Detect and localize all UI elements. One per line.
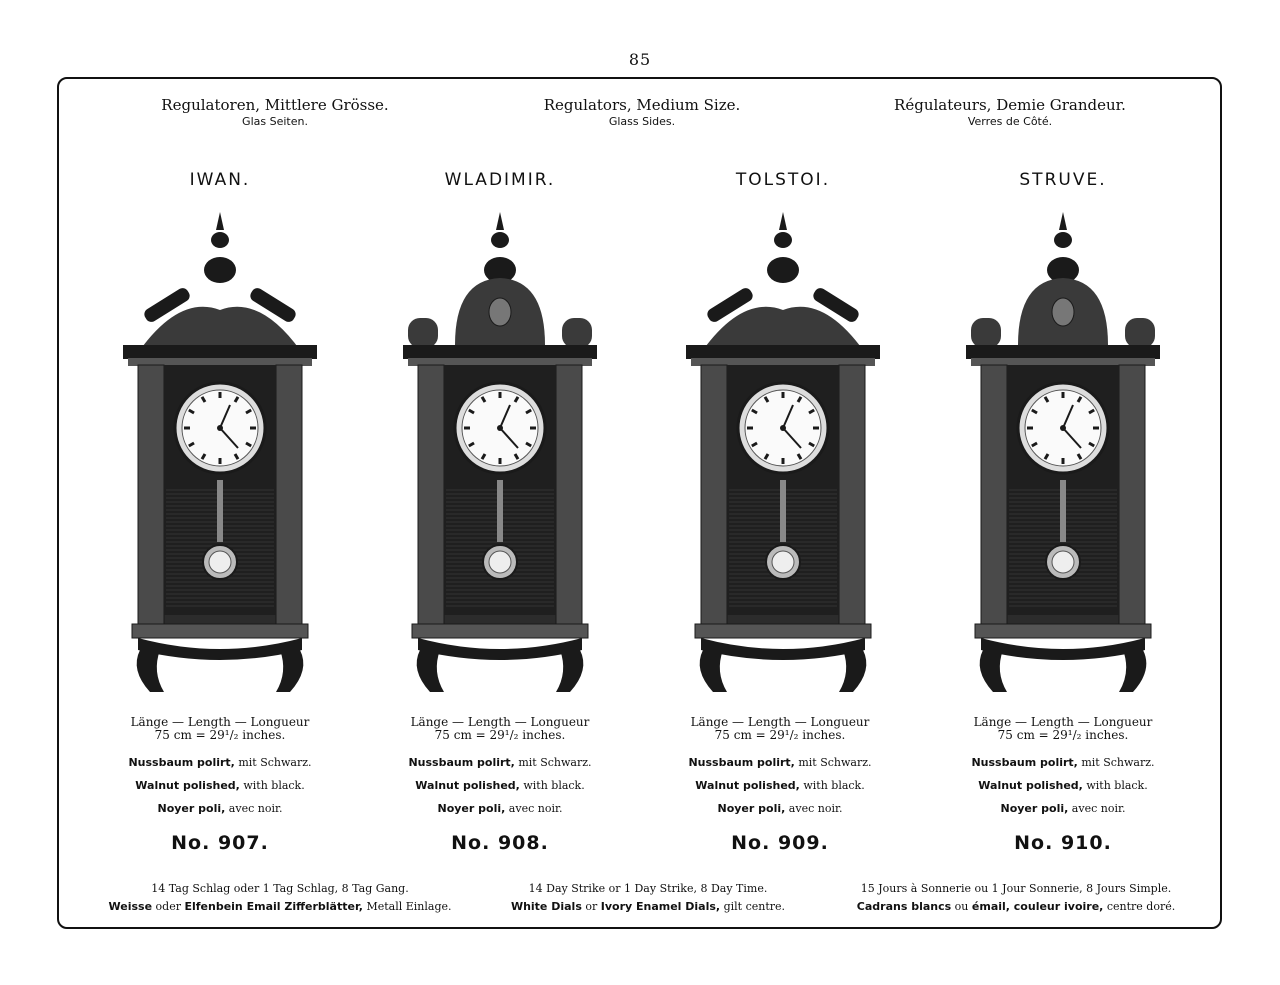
footer-english (458, 880, 838, 916)
model-number-910: No. 910. (1014, 832, 1112, 854)
length-value: 75 cm = 29¹/₂ inches. (434, 728, 566, 742)
spec-tolstoi (650, 716, 910, 815)
material-de: Nussbaum polirt, mit Schwarz. (688, 756, 872, 769)
material-fr: Noyer poli, avec noir. (1000, 802, 1126, 815)
footer-line2: White Dials or Ivory Enamel Dials, gilt centre. (510, 900, 786, 913)
material-en: Walnut polished, with black. (695, 779, 865, 792)
clock-illustration-wladimir (400, 200, 600, 700)
length-label: Länge — Length — Longueur (973, 715, 1153, 729)
header-french (830, 96, 1190, 128)
footer-german (90, 880, 470, 916)
material-de: Nussbaum polirt, mit Schwarz. (128, 756, 312, 769)
model-name-struve: STRUVE. (1019, 170, 1107, 190)
material-en: Walnut polished, with black. (135, 779, 305, 792)
model-name-tolstoi: TOLSTOI. (735, 170, 831, 190)
material-en: Walnut polished, with black. (415, 779, 585, 792)
length-label: Länge — Length — Longueur (130, 715, 310, 729)
length-value: 75 cm = 29¹/₂ inches. (714, 728, 846, 742)
footer-line2: Weisse oder Elfenbein Email Zifferblätter, Metall Einlage. (108, 900, 452, 913)
header-title: Regulators, Medium Size. (543, 96, 741, 114)
footer-line2: Cadrans blancs ou émail, couleur ivoire, centre doré. (856, 900, 1176, 913)
header-title: Regulatoren, Mittlere Grösse. (161, 96, 389, 114)
model-number-909: No. 909. (731, 832, 829, 854)
material-en: Walnut polished, with black. (978, 779, 1148, 792)
page-number: 85 (628, 50, 652, 69)
footer-line1: 15 Jours à Sonnerie ou 1 Jour Sonnerie, 8 Jours Simple. (860, 882, 1172, 895)
material-fr: Noyer poli, avec noir. (437, 802, 563, 815)
header-title: Régulateurs, Demie Grandeur. (894, 96, 1126, 114)
material-fr: Noyer poli, avec noir. (157, 802, 283, 815)
spec-struve (933, 716, 1193, 815)
header-german (95, 96, 455, 128)
length-value: 75 cm = 29¹/₂ inches. (997, 728, 1129, 742)
footer-french (826, 880, 1206, 916)
footer-line1: 14 Tag Schlag oder 1 Tag Schlag, 8 Tag Gang. (151, 882, 409, 895)
spec-wladimir (370, 716, 630, 815)
material-fr: Noyer poli, avec noir. (717, 802, 843, 815)
header-subtitle: Glass Sides. (608, 115, 676, 128)
header-english (462, 96, 822, 128)
length-label: Länge — Length — Longueur (410, 715, 590, 729)
footer-line1: 14 Day Strike or 1 Day Strike, 8 Day Time. (528, 882, 768, 895)
model-name-wladimir: WLADIMIR. (444, 170, 556, 190)
clock-illustration-struve (963, 200, 1163, 700)
clock-illustration-iwan (120, 200, 320, 700)
header-subtitle: Verres de Côté. (967, 115, 1053, 128)
length-value: 75 cm = 29¹/₂ inches. (154, 728, 286, 742)
model-number-908: No. 908. (451, 832, 549, 854)
material-de: Nussbaum polirt, mit Schwarz. (408, 756, 592, 769)
clock-illustration-tolstoi (683, 200, 883, 700)
spec-iwan (90, 716, 350, 815)
length-label: Länge — Length — Longueur (690, 715, 870, 729)
model-name-iwan: IWAN. (189, 170, 251, 190)
model-number-907: No. 907. (171, 832, 269, 854)
header-subtitle: Glas Seiten. (242, 115, 308, 128)
material-de: Nussbaum polirt, mit Schwarz. (971, 756, 1155, 769)
